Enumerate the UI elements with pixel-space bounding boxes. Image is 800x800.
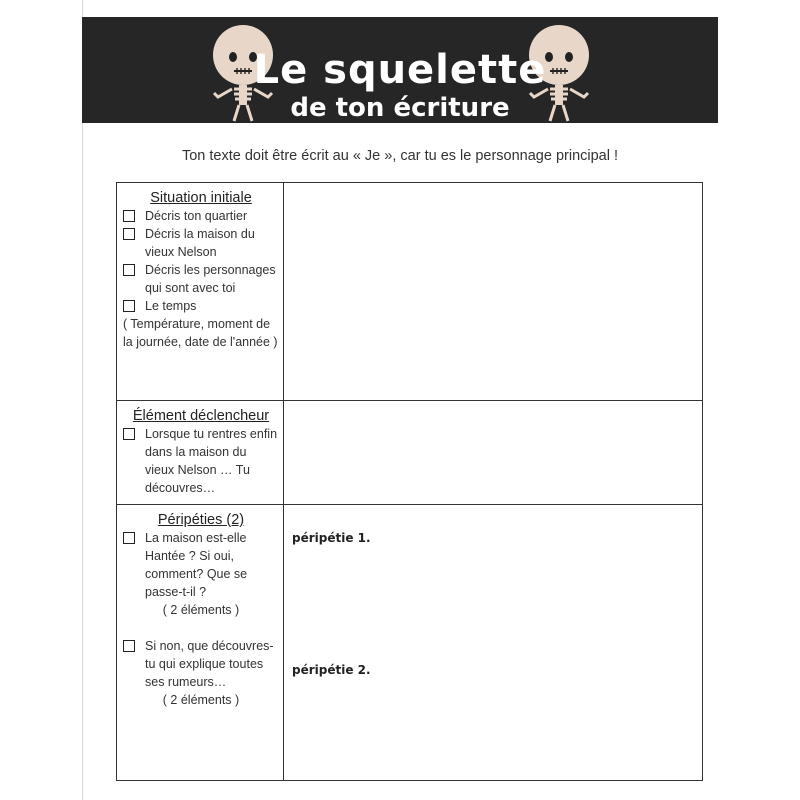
item-note: ( 2 éléments ) — [162, 693, 240, 707]
title-line-2: de ton écriture — [290, 93, 510, 123]
situation-prompts — [117, 183, 284, 401]
section-note: ( Température, moment de la journée, date de l'année ) — [123, 317, 278, 349]
checkbox-icon[interactable] — [123, 532, 135, 544]
checklist-item: La maison est-elle Hantée ? Si oui, comment? Que se passe-t-il ? — [123, 529, 279, 601]
section-title: Péripéties (2) — [157, 512, 245, 528]
checklist-item: Décris la maison du vieux Nelson — [123, 225, 279, 261]
element-prompts — [117, 401, 284, 505]
row-situation-initiale — [117, 183, 703, 401]
peripeties-writing-area[interactable] — [284, 505, 703, 781]
checklist-item: Décris ton quartier — [123, 207, 279, 225]
peripetie-1-label: péripétie 1. — [292, 531, 371, 545]
section-title: Élément déclencheur — [132, 408, 270, 424]
writing-plan-table — [116, 182, 703, 781]
checklist-item: Lorsque tu rentres enfin dans la maison du vieux Nelson … Tu découvres… — [123, 425, 279, 497]
checkbox-icon[interactable] — [123, 300, 135, 312]
checkbox-icon[interactable] — [123, 228, 135, 240]
checklist-item: Si non, que découvres-tu qui explique toutes ses rumeurs… — [123, 637, 279, 691]
row-peripeties — [117, 505, 703, 781]
instruction-text: Ton texte doit être écrit au « Je », car tu es le personnage principal ! — [181, 148, 619, 164]
element-writing-area[interactable] — [284, 401, 703, 505]
row-element-declencheur — [117, 401, 703, 505]
checkbox-icon[interactable] — [123, 210, 135, 222]
peripeties-prompts — [117, 505, 284, 781]
checklist-item: Le temps — [123, 297, 279, 315]
situation-writing-area[interactable] — [284, 183, 703, 401]
title-banner — [82, 17, 718, 123]
section-title: Situation initiale — [150, 190, 252, 206]
checkbox-icon[interactable] — [123, 264, 135, 276]
peripetie-2-label: péripétie 2. — [292, 663, 371, 677]
checklist-item: Décris les personnages qui sont avec toi — [123, 261, 279, 297]
title-line-1: Le squelette — [253, 47, 547, 93]
checkbox-icon[interactable] — [123, 428, 135, 440]
checkbox-icon[interactable] — [123, 640, 135, 652]
item-note: ( 2 éléments ) — [162, 603, 240, 617]
